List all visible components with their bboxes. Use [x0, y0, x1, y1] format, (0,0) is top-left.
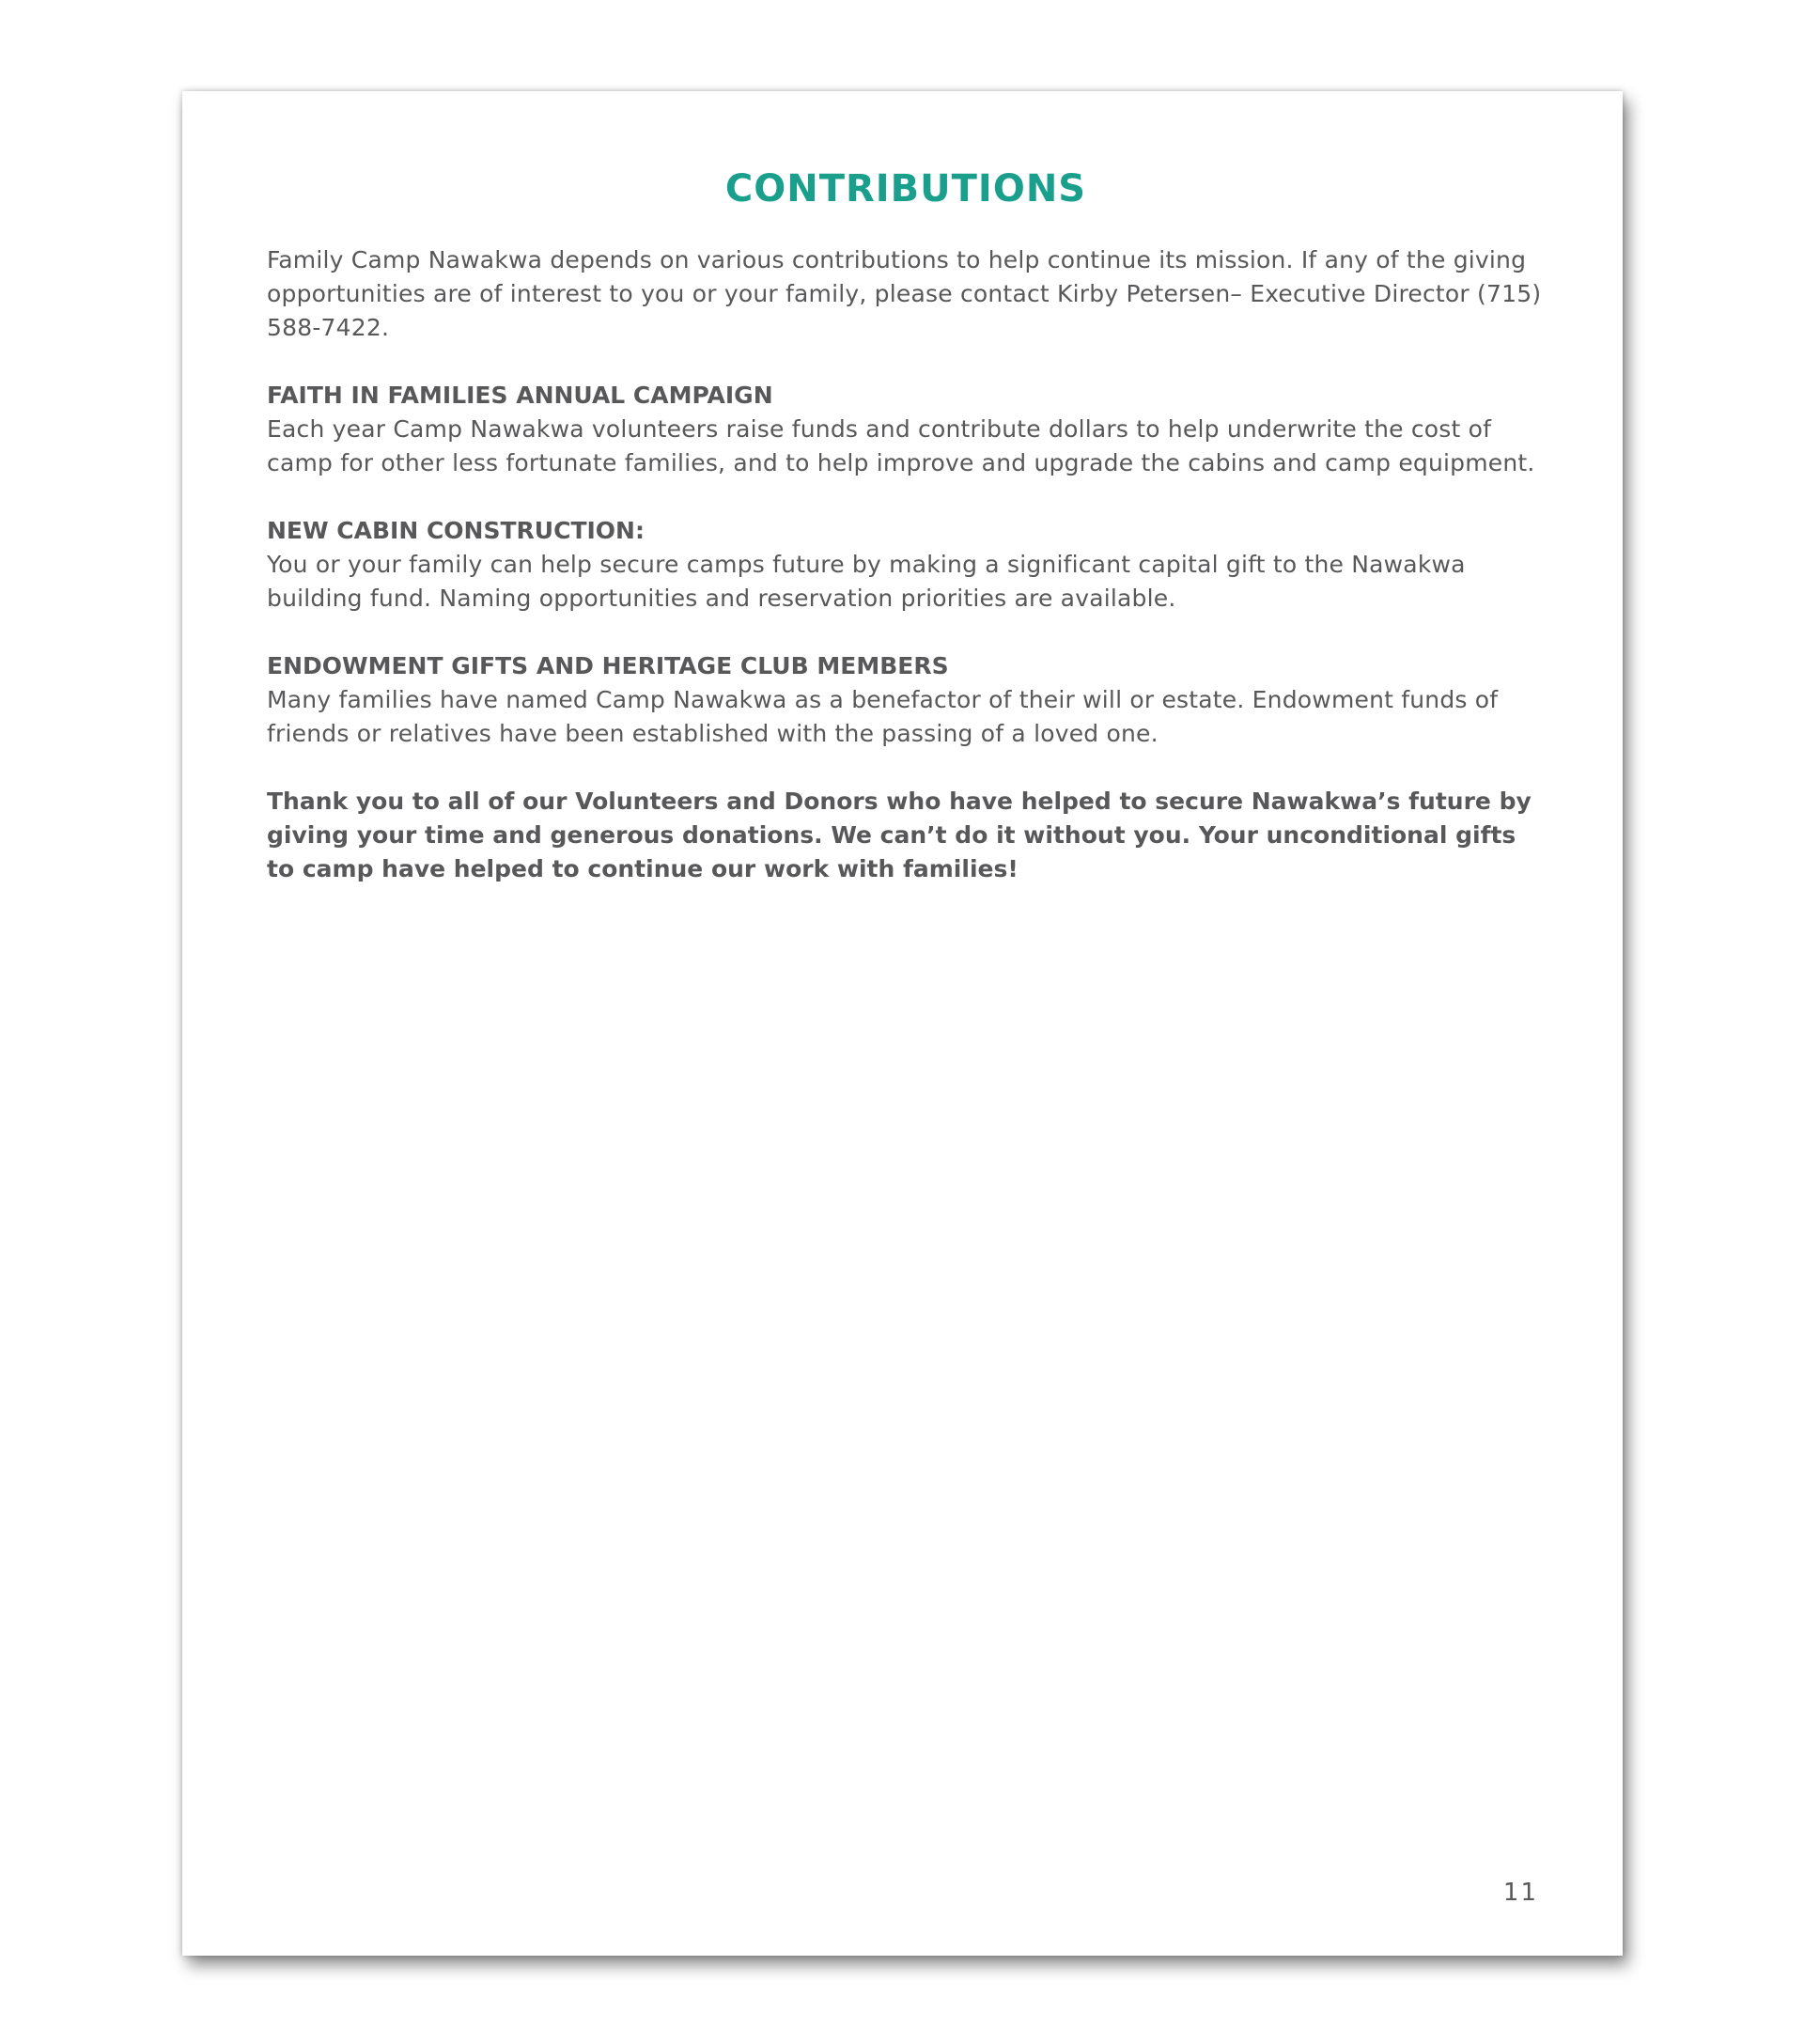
- section-heading: FAITH IN FAMILIES ANNUAL CAMPAIGN: [267, 382, 773, 409]
- section-new-cabin-construction: [267, 514, 1545, 616]
- section-heading: ENDOWMENT GIFTS AND HERITAGE CLUB MEMBERS: [267, 652, 949, 679]
- page-title: CONTRIBUTIONS: [724, 167, 1087, 211]
- section-body: Many families have named Camp Nawakwa as a benefactor of their will or estate. Endowment funds of friends or relatives have been established with the passing of a loved one.: [267, 686, 1499, 747]
- section-body: Each year Camp Nawakwa volunteers raise funds and contribute dollars to help underwrite the cost of camp for other less fortunate families, and to help improve and upgrade the cabins and camp equipment.: [267, 415, 1535, 476]
- page-number: 11: [1502, 1879, 1538, 1907]
- document-page: [182, 91, 1623, 1956]
- section-faith-in-families: [267, 379, 1545, 480]
- thank-you-paragraph: Thank you to all of our Volunteers and Donors who have helped to secure Nawakwa’s future by giving your time and generous donations. We can’t do it without you. Your unconditional gifts to camp have helped to continue our work with families!: [267, 788, 1532, 882]
- section-body: You or your family can help secure camps future by making a significant capital gift to the Nawakwa building fund. Naming opportunities and reservation priorities are available.: [267, 551, 1466, 612]
- page-content: [267, 166, 1545, 910]
- section-endowment-gifts: [267, 649, 1545, 751]
- intro-paragraph: Family Camp Nawakwa depends on various contributions to help continue its mission. If any of the giving opportunities are of interest to you or your family, please contact Kirby Petersen– Executive Director (715) 588-7422.: [267, 246, 1542, 341]
- section-heading: NEW CABIN CONSTRUCTION:: [267, 517, 645, 544]
